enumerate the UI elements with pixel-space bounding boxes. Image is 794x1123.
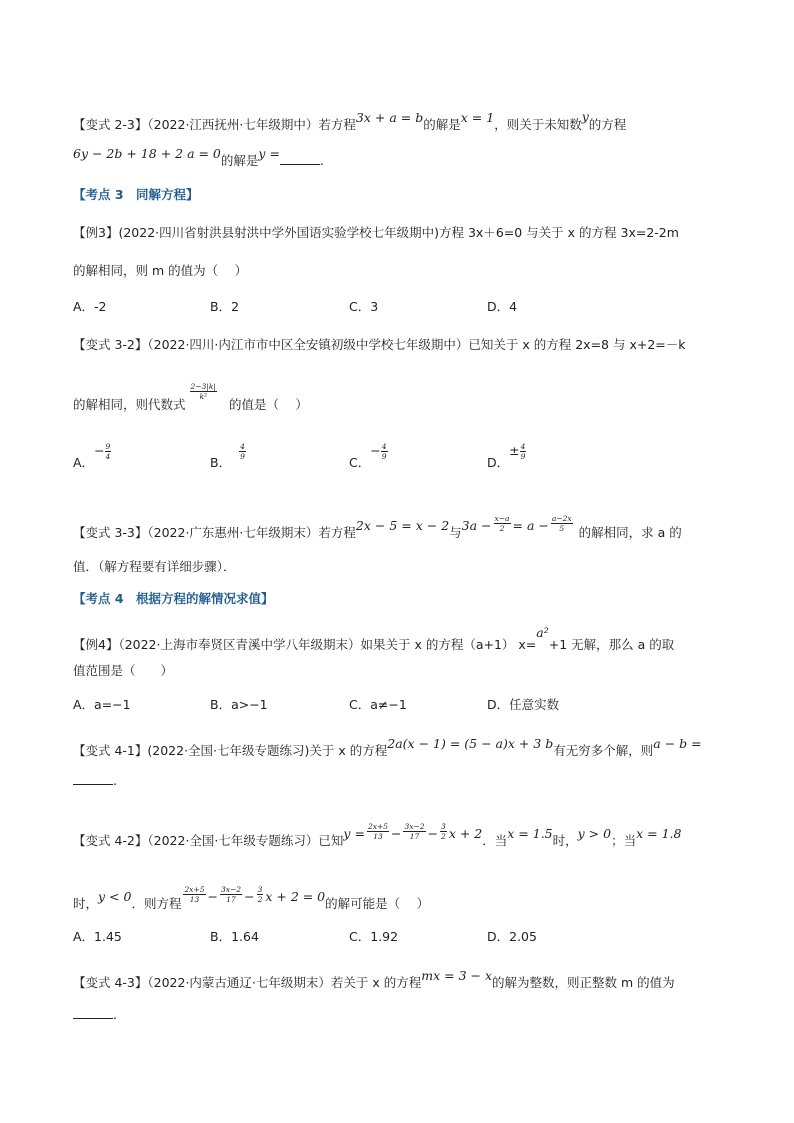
fraction-denominator: 9 [520, 452, 526, 461]
option-c: C．1.92 [349, 929, 399, 944]
fraction-denominator: 2 [499, 524, 505, 533]
problem-4-3-line1 [73, 968, 734, 992]
problem-4-2-line2: 时，y < 0．则方程 $\frac{2x+5}{13}$ − $\frac{3x-2}{17}$ − $\frac{3}{2}$ x + 2 = 0的解可能是（ ） [73, 885, 430, 911]
problem-text: 时， [552, 833, 578, 848]
option-label: C． [349, 455, 371, 470]
problem-source: （2022·江西抚州·七年级期中） [147, 117, 319, 132]
problem-text: 若方程 [318, 117, 356, 132]
problem-text: +1 无解，那么 a 的取 [548, 637, 675, 652]
problem-text: 的方程 [588, 117, 627, 132]
equation-fraction [183, 885, 205, 904]
problem-text: 如果关于 x 的方程（a+1） x= [360, 637, 537, 652]
fraction-denominator: 13 [189, 895, 200, 904]
fraction-numerator: 4 [520, 442, 526, 451]
problem-source: （2022·内蒙古通辽·七年级期末） [147, 975, 331, 990]
problem-text: 值范围是（ ） [73, 663, 174, 678]
option-b: B．1.64 [210, 929, 259, 944]
fraction-numerator: 3x−2 [404, 822, 425, 831]
example-4-line1 [73, 625, 734, 654]
option-d [487, 442, 526, 473]
option-c [349, 442, 388, 473]
problem-tag: 【例4】 [73, 637, 119, 652]
problem-text: 方程 3x＋6=0 与关于 x 的方程 3x=2-2m [439, 225, 679, 240]
equation: 6y − 2b + 18 + 2 a = 0 [73, 146, 221, 161]
option-a [73, 442, 111, 473]
equation: mx = 3 − x [421, 968, 493, 983]
problem-source: (2022·全国·七年级专题练习) [147, 743, 310, 758]
option-sign: ± [509, 443, 520, 458]
example-3-line1 [73, 224, 734, 242]
fraction-numerator: a−2x [551, 514, 572, 523]
equation-part: 3a − [461, 518, 492, 533]
fraction-denominator: 17 [226, 895, 236, 904]
option-a: A．1.45 [73, 929, 122, 944]
problem-text: ．则方程 [131, 896, 182, 911]
equation: 3x + a = b [355, 110, 424, 125]
problem-source: （2022·广东惠州·七年级期末） [147, 525, 319, 540]
answer-blank[interactable] [73, 1006, 113, 1019]
section-heading-4: 【考点 4 根据方程的解情况求值】 [73, 591, 274, 606]
fraction-denominator: 5 [559, 524, 565, 533]
problem-text: 与 [449, 525, 462, 540]
option-b: B．a>−1 [210, 697, 268, 712]
problem-3-2-line1 [73, 336, 734, 354]
example-4-line2 [73, 662, 734, 680]
option-fraction [520, 442, 527, 461]
condition: y > 0 [577, 826, 612, 841]
equation: 2a(x − 1) = (5 − a)x + 3 b [387, 736, 554, 751]
fraction-denominator: 2 [441, 832, 446, 841]
answer-blank[interactable] [73, 772, 113, 785]
problem-text: 关于 x 的方程 [309, 743, 388, 758]
equation-fraction [257, 885, 264, 904]
problem-source: （2022·全国·七年级专题练习） [147, 833, 319, 848]
problem-text: 时， [73, 896, 99, 911]
fraction-numerator: 3 [257, 885, 263, 894]
fraction-numerator: x−a [494, 514, 510, 523]
variable: y [581, 109, 589, 124]
fraction-denominator: 4 [105, 452, 111, 461]
example-3-line2 [73, 262, 734, 280]
fraction-numerator: 2−3|k| [190, 382, 216, 391]
fraction-numerator: 4 [240, 442, 245, 451]
problem-text: ，则关于未知数 [494, 117, 582, 132]
problem-text: 的解相同，则代数式 [73, 397, 186, 412]
fraction-numerator: 4 [381, 442, 387, 451]
problem-text: 若方程 [318, 525, 356, 540]
problem-text: . [319, 153, 324, 168]
option-b: B．2 [210, 299, 240, 314]
option-label: B． [210, 455, 232, 470]
equation: 2x − 5 = x − 2 [355, 518, 450, 533]
problem-text: . [113, 1007, 117, 1022]
problem-text: 有无穷多个解，则 [553, 743, 654, 758]
problem-tag: 【变式 3-2】 [73, 337, 148, 352]
equation-part: x + 2 [448, 826, 483, 841]
option-c: C．3 [349, 299, 379, 314]
problem-tag: 【变式 4-3】 [73, 975, 148, 990]
problem-4-1-line2 [73, 772, 734, 790]
fraction-numerator: 3x−2 [221, 885, 242, 894]
problem-text: 的解是 [220, 153, 259, 168]
problem-3-3-line1 [73, 514, 734, 543]
problem-4-1-line1 [73, 736, 734, 760]
equation-part: y = [343, 826, 365, 841]
problem-source: （2022·上海市奉贤区青溪中学八年级期末） [118, 637, 361, 652]
equation-part: x + 2 = 0 [265, 889, 326, 904]
fraction-numerator: 9 [105, 442, 111, 451]
problem-source: (2022·四川省射洪县射洪中学外国语实验学校七年级期中) [118, 225, 439, 240]
fraction-numerator: 3 [441, 822, 446, 831]
problem-text: 值．（解方程要有详细步骤）． [73, 559, 236, 574]
option-c: C．a≠−1 [349, 697, 407, 712]
equation: y = [258, 146, 280, 161]
equation-fraction [440, 822, 447, 841]
option-b [210, 442, 246, 473]
problem-text: 的解是 [423, 117, 461, 132]
problem-text: 已知关于 x 的方程 2x=8 与 x+2=－k [468, 337, 686, 352]
option-sign: − [370, 443, 381, 458]
problem-3-2-line2 [73, 382, 734, 415]
problem-4-3-line2 [73, 1006, 734, 1024]
problem-tag: 【变式 3-3】 [73, 525, 148, 540]
equation-fraction [367, 822, 389, 841]
problem-4-2-line1: 【变式 4-2】（2022·全国·七年级专题练习）已知y = $\frac{2x+5}{13}$ − $\frac{3x-2}{17}$ − $\frac{3}{2}$ x + 2．当x = 1.5时，y > 0；当x = 1.8 [73, 822, 682, 848]
section-heading-3: 【考点 3 同解方程】 [73, 187, 199, 202]
option-a: A．-2 [73, 299, 107, 314]
problem-text: 的解为整数，则正整数 m 的值为 [492, 975, 675, 990]
fraction-denominator: 13 [373, 832, 383, 841]
fraction-denominator: k² [199, 392, 208, 401]
fraction-denominator: 2 [257, 895, 263, 904]
option-a: A．a=−1 [73, 697, 131, 712]
condition: x = 1.8 [636, 826, 682, 841]
exponent-term: a² [536, 625, 549, 640]
fraction-denominator: 9 [240, 452, 245, 461]
problem-text: ．当 [482, 833, 508, 848]
condition: y < 0 [98, 889, 132, 904]
option-fraction [239, 442, 246, 461]
problem-text: 已知 [318, 833, 344, 848]
equation-fraction [494, 514, 511, 533]
option-label: D． [487, 455, 510, 470]
fraction-numerator: 2x+5 [184, 885, 205, 894]
option-d: D．4 [487, 299, 518, 314]
problem-tag: 【例3】 [73, 225, 119, 240]
equation: x = 1 [460, 110, 495, 125]
equation: a − b = [653, 736, 702, 751]
problem-source: （2022·四川·内江市市中区全安镇初级中学校七年级期中） [147, 337, 469, 352]
problem-text: 的解可能是（ ） [325, 896, 430, 911]
problem-tag: 【变式 2-3】 [73, 117, 148, 132]
problem-text: . [113, 773, 117, 788]
option-fraction [381, 442, 388, 461]
problem-text: 的解相同，则 m 的值为（ ） [73, 263, 248, 278]
option-d: D．任意实数 [487, 697, 560, 712]
problem-text: ；当 [611, 833, 637, 848]
problem-tag: 【变式 4-2】 [73, 833, 148, 848]
problem-text: 的解相同，求 a 的 [578, 525, 682, 540]
problem-2-3-line1 [73, 109, 734, 134]
problem-2-3-line2 [73, 146, 734, 170]
option-label: A． [73, 455, 95, 470]
answer-blank[interactable] [280, 152, 320, 165]
problem-3-3-line2 [73, 558, 734, 576]
problem-text: 若关于 x 的方程 [330, 975, 422, 990]
fraction-denominator: 17 [409, 832, 420, 841]
algebraic-fraction [190, 382, 217, 401]
option-fraction [105, 442, 112, 461]
option-sign: − [94, 443, 105, 458]
fraction-numerator: 2x+5 [367, 822, 388, 831]
condition: x = 1.5 [507, 826, 553, 841]
option-d: D．2.05 [487, 929, 537, 944]
fraction-denominator: 9 [381, 452, 387, 461]
problem-text: 的值是（ ） [228, 397, 308, 412]
equation-fraction [220, 885, 242, 904]
problem-tag: 【变式 4-1】 [73, 743, 148, 758]
equation-fraction [403, 822, 425, 841]
equation-fraction [551, 514, 573, 533]
equation-part: = a − [512, 518, 549, 533]
